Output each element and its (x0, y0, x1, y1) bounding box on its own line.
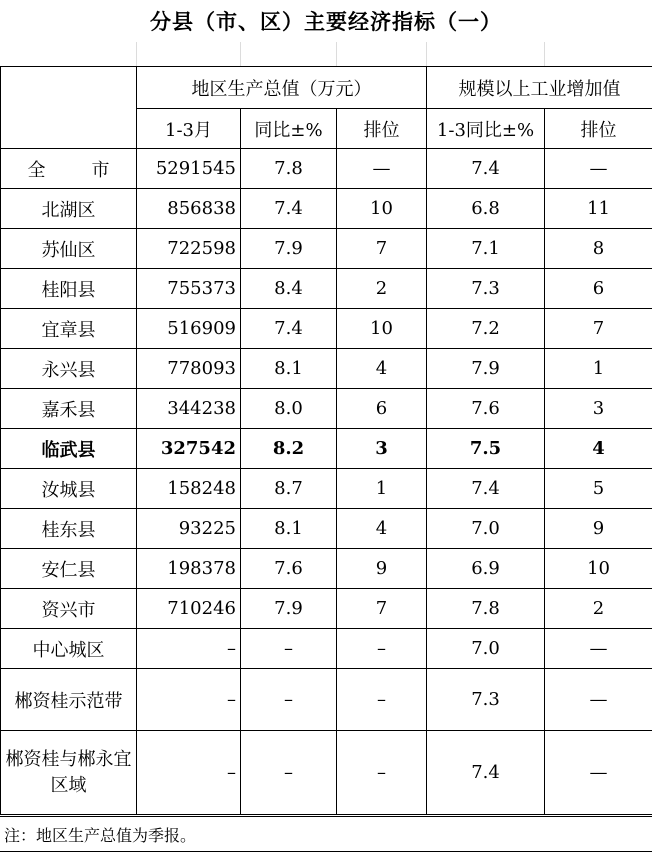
region-header-cell (1, 67, 137, 149)
table-row (1, 469, 652, 509)
industry-rank: — (545, 629, 652, 669)
footnote: 注：地区生产总值为季报。 (0, 816, 652, 852)
gdp-value: 722598 (137, 229, 241, 269)
gdp-yoy: 8.0 (241, 389, 337, 429)
industry-yoy: 7.4 (427, 731, 545, 815)
industry-yoy: 6.9 (427, 549, 545, 589)
region-name: 资兴市 (1, 589, 137, 629)
gdp-value: 856838 (137, 189, 241, 229)
gdp-value-header: 1-3月 (137, 109, 241, 149)
gdp-value: – (137, 731, 241, 815)
industry-rank: — (545, 731, 652, 815)
industry-yoy: 7.4 (427, 149, 545, 189)
gdp-group-header: 地区生产总值（万元） (137, 67, 427, 109)
gdp-yoy: 8.1 (241, 509, 337, 549)
gdp-yoy: 8.7 (241, 469, 337, 509)
industry-rank: — (545, 669, 652, 731)
gdp-rank: 4 (337, 349, 427, 389)
gdp-rank: – (337, 669, 427, 731)
gdp-value: 158248 (137, 469, 241, 509)
gdp-value: 327542 (137, 429, 241, 469)
industry-yoy: 7.2 (427, 309, 545, 349)
table-row (1, 509, 652, 549)
gdp-rank: – (337, 629, 427, 669)
industry-rank: 7 (545, 309, 652, 349)
gdp-rank: 9 (337, 549, 427, 589)
industry-yoy: 7.8 (427, 589, 545, 629)
region-name: 桂阳县 (1, 269, 137, 309)
region-name: 永兴县 (1, 349, 137, 389)
region-name: 郴资桂与郴永宜区域 (1, 731, 137, 815)
table-row (1, 149, 652, 189)
gdp-yoy: 7.8 (241, 149, 337, 189)
industry-yoy: 6.8 (427, 189, 545, 229)
table-row (1, 349, 652, 389)
region-name: 汝城县 (1, 469, 137, 509)
industry-rank: 11 (545, 189, 652, 229)
gdp-value: 93225 (137, 509, 241, 549)
industry-rank: 5 (545, 469, 652, 509)
gdp-rank: – (337, 731, 427, 815)
region-name: 北湖区 (1, 189, 137, 229)
industry-rank: — (545, 149, 652, 189)
industry-yoy: 7.5 (427, 429, 545, 469)
industry-yoy: 7.3 (427, 669, 545, 731)
industry-rank: 9 (545, 509, 652, 549)
gdp-yoy: – (241, 669, 337, 731)
gdp-yoy: 8.2 (241, 429, 337, 469)
industry-yoy: 7.4 (427, 469, 545, 509)
industry-rank-header: 排位 (545, 109, 652, 149)
industry-yoy: 7.1 (427, 229, 545, 269)
region-name: 桂东县 (1, 509, 137, 549)
table-row (1, 269, 652, 309)
gdp-yoy: 7.6 (241, 549, 337, 589)
industry-group-header: 规模以上工业增加值 (427, 67, 652, 109)
region-name: 嘉禾县 (1, 389, 137, 429)
gdp-rank-header: 排位 (337, 109, 427, 149)
table-row (1, 629, 652, 669)
industry-yoy: 7.0 (427, 509, 545, 549)
gdp-value: 710246 (137, 589, 241, 629)
industry-yoy: 7.9 (427, 349, 545, 389)
header-row-1 (1, 67, 652, 109)
gdp-rank: 3 (337, 429, 427, 469)
industry-rank: 4 (545, 429, 652, 469)
table-row (1, 389, 652, 429)
region-name: 苏仙区 (1, 229, 137, 269)
gdp-rank: 6 (337, 389, 427, 429)
industry-yoy: 7.3 (427, 269, 545, 309)
table-row (1, 549, 652, 589)
industry-rank: 6 (545, 269, 652, 309)
empty-grid-row (0, 42, 652, 66)
gdp-yoy: – (241, 731, 337, 815)
table-row (1, 731, 652, 815)
gdp-rank: 4 (337, 509, 427, 549)
region-name: 全 市 (1, 149, 137, 189)
gdp-yoy: 7.4 (241, 189, 337, 229)
table-row (1, 669, 652, 731)
gdp-rank: 1 (337, 469, 427, 509)
table-row (1, 229, 652, 269)
gdp-value: 778093 (137, 349, 241, 389)
industry-rank: 8 (545, 229, 652, 269)
region-name: 郴资桂示范带 (1, 669, 137, 731)
gdp-yoy: 8.4 (241, 269, 337, 309)
gdp-yoy: 7.4 (241, 309, 337, 349)
region-name: 中心城区 (1, 629, 137, 669)
industry-yoy: 7.0 (427, 629, 545, 669)
gdp-rank: 2 (337, 269, 427, 309)
region-name: 安仁县 (1, 549, 137, 589)
gdp-yoy: 7.9 (241, 229, 337, 269)
table-row (1, 189, 652, 229)
gdp-value: 198378 (137, 549, 241, 589)
industry-yoy-header: 1-3同比±% (427, 109, 545, 149)
gdp-yoy: 7.9 (241, 589, 337, 629)
gdp-value: 344238 (137, 389, 241, 429)
page-title: 分县（市、区）主要经济指标（一） (150, 9, 502, 34)
indicator-table (0, 66, 652, 815)
table-row (1, 309, 652, 349)
table-row (1, 589, 652, 629)
industry-yoy: 7.6 (427, 389, 545, 429)
gdp-value: 755373 (137, 269, 241, 309)
region-name: 宜章县 (1, 309, 137, 349)
table-row-highlighted (1, 429, 652, 469)
gdp-rank: 7 (337, 589, 427, 629)
gdp-rank: 7 (337, 229, 427, 269)
gdp-rank: 10 (337, 309, 427, 349)
industry-rank: 1 (545, 349, 652, 389)
gdp-rank: 10 (337, 189, 427, 229)
gdp-value: – (137, 629, 241, 669)
industry-rank: 3 (545, 389, 652, 429)
industry-rank: 2 (545, 589, 652, 629)
gdp-rank: — (337, 149, 427, 189)
gdp-value: 516909 (137, 309, 241, 349)
industry-rank: 10 (545, 549, 652, 589)
gdp-yoy: 8.1 (241, 349, 337, 389)
gdp-value: 5291545 (137, 149, 241, 189)
gdp-yoy-header: 同比±% (241, 109, 337, 149)
region-name: 临武县 (1, 429, 137, 469)
gdp-value: – (137, 669, 241, 731)
gdp-yoy: – (241, 629, 337, 669)
